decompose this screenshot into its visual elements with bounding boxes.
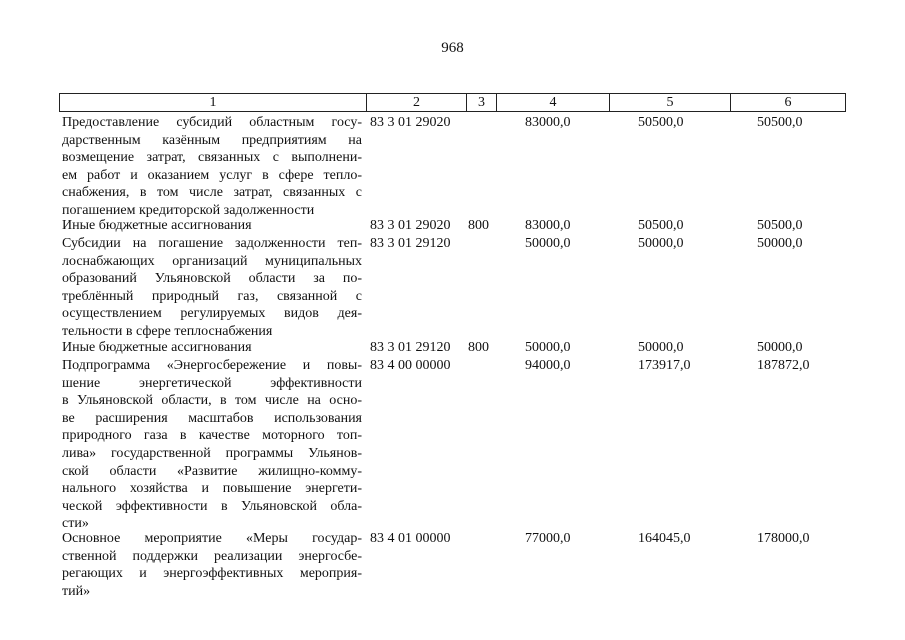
row-name-line: тельности в сфере теплоснабжения <box>62 323 273 339</box>
row-name-line: тий» <box>62 583 91 599</box>
amount-col-5: 50000,0 <box>638 236 684 251</box>
table-header <box>59 93 846 112</box>
header-col-6: 6 <box>730 94 845 111</box>
row-name-line: Подпрограмма «Энергосбережение и повы- <box>62 358 362 373</box>
row-name <box>62 530 362 600</box>
row-name-line: снабжения, в том числе затрат, связанных с <box>62 185 362 201</box>
row-name-line: осуществлением регулируемых видов дея- <box>62 306 362 322</box>
amount-col-6: 187872,0 <box>757 358 810 373</box>
amount-col-6: 178000,0 <box>757 531 810 546</box>
budget-code: 83 3 01 29120 <box>370 340 451 355</box>
amount-col-6: 50500,0 <box>757 115 803 130</box>
amount-col-4: 83000,0 <box>525 115 571 130</box>
row-name-line: ве расширения масштабов использования <box>62 410 362 426</box>
row-name-line: дарственным казённым предприятиям на <box>62 132 362 148</box>
row-name <box>62 114 362 220</box>
header-col-4: 4 <box>496 94 609 111</box>
header-col-2: 2 <box>366 94 466 111</box>
budget-code: 83 3 01 29020 <box>370 218 451 233</box>
expense-type: 800 <box>468 340 489 355</box>
amount-col-6: 50000,0 <box>757 236 803 251</box>
amount-col-4: 94000,0 <box>525 358 571 373</box>
amount-col-5: 173917,0 <box>638 358 691 373</box>
row-name-line: ской области «Развитие жилищно-комму- <box>62 463 362 479</box>
budget-code: 83 4 00 00000 <box>370 358 451 373</box>
amount-col-5: 50000,0 <box>638 340 684 355</box>
amount-col-4: 77000,0 <box>525 531 571 546</box>
amount-col-5: 50500,0 <box>638 218 684 233</box>
row-name-line: регающих и энергоэффективных мероприя- <box>62 566 362 582</box>
row-name <box>62 339 362 357</box>
row-name-line: погашением кредиторской задолженности <box>62 202 315 218</box>
amount-col-5: 50500,0 <box>638 115 684 130</box>
amount-col-4: 83000,0 <box>525 218 571 233</box>
row-name-line: ем работ и оказанием услуг в сфере тепло- <box>62 167 362 183</box>
row-name-line: ческой эффективности в Ульяновской обла- <box>62 498 362 514</box>
header-col-5: 5 <box>609 94 730 111</box>
row-name-line: ственной поддержки реализации энергосбе- <box>62 548 362 564</box>
row-name-line: Предоставление субсидий областным госу- <box>62 115 362 130</box>
budget-code: 83 3 01 29120 <box>370 236 451 251</box>
amount-col-4: 50000,0 <box>525 236 571 251</box>
row-name-line: возмещение затрат, связанных с выполнени- <box>62 150 362 166</box>
row-name-line: лоснабжающих организаций муниципальных <box>62 253 362 269</box>
budget-code: 83 3 01 29020 <box>370 115 451 130</box>
amount-col-4: 50000,0 <box>525 340 571 355</box>
header-col-1: 1 <box>209 95 217 110</box>
amount-col-6: 50000,0 <box>757 340 803 355</box>
header-col-3: 3 <box>466 94 496 111</box>
row-name-line: природного газа в качестве моторного топ- <box>62 428 362 444</box>
row-name-line: шение энергетической эффективности <box>62 375 362 391</box>
row-name-line: лива» государственной программы Ульянов- <box>62 445 362 461</box>
row-name-line: Иные бюджетные ассигнования <box>62 340 252 355</box>
amount-col-5: 164045,0 <box>638 531 691 546</box>
row-name-line: в Ульяновской области, в том числе на осно- <box>62 393 362 409</box>
budget-code: 83 4 01 00000 <box>370 531 451 546</box>
row-name <box>62 217 362 235</box>
row-name <box>62 235 362 341</box>
row-name-line: Основное мероприятие «Меры государ- <box>62 531 362 546</box>
row-name-line: Иные бюджетные ассигнования <box>62 218 252 233</box>
row-name-line: Субсидии на погашение задолженности теп- <box>62 236 362 251</box>
row-name-line: сти» <box>62 516 89 532</box>
expense-type: 800 <box>468 218 489 233</box>
row-name-line: образований Ульяновской области за по- <box>62 271 362 287</box>
row-name-line: треблённый природный газ, связанной с <box>62 288 362 304</box>
row-name <box>62 357 362 533</box>
row-name-line: нального хозяйства и повышение энергети- <box>62 481 362 497</box>
page-number: 968 <box>441 40 464 56</box>
amount-col-6: 50500,0 <box>757 218 803 233</box>
